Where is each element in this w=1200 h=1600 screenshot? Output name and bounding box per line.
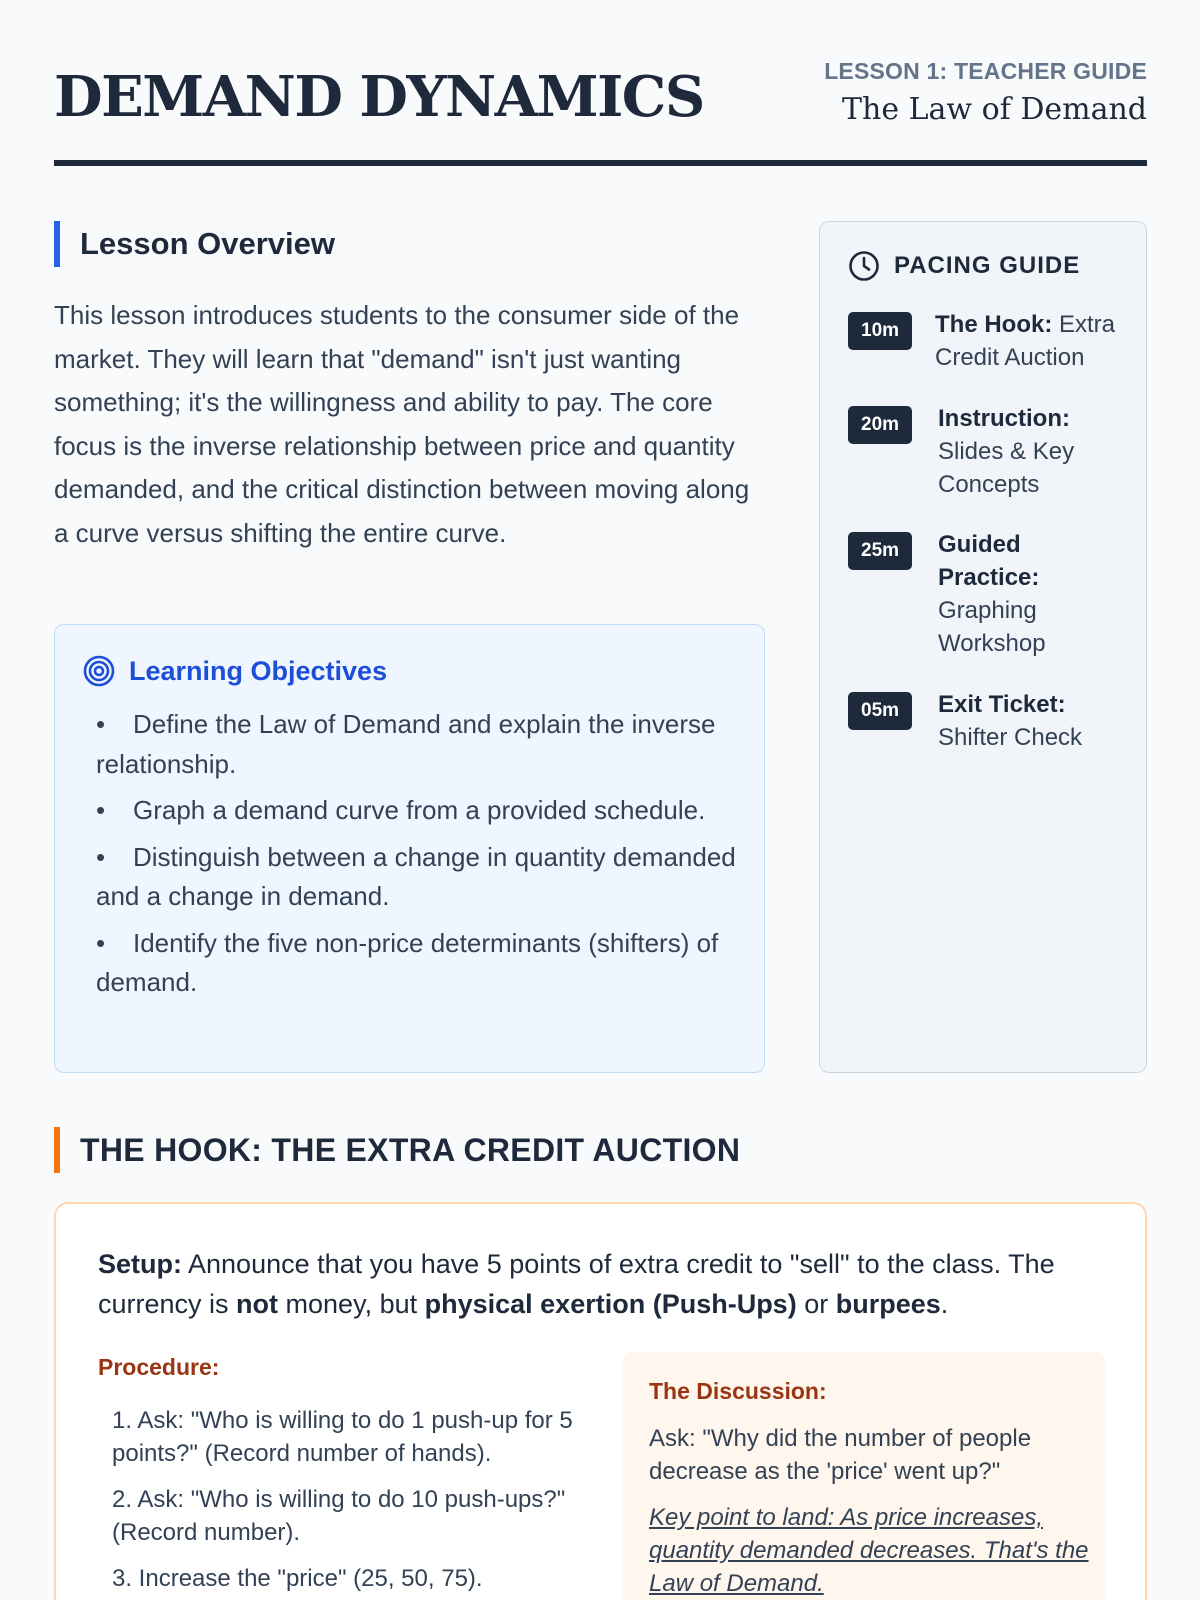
pacing-title-text: PACING GUIDE (894, 252, 1081, 279)
overview-heading: Lesson Overview (54, 221, 335, 267)
lesson-title: The Law of Demand (841, 92, 1147, 127)
brand-title: DEMAND DYNAMICS (54, 64, 704, 130)
discussion-key-point: Key point to land: As price increases, quantity demanded decreases. That's the Law of Demand. (649, 1504, 1089, 1597)
pacing-text: Instruction: Slides & Key Concepts (938, 405, 1075, 498)
list-item: 2. Ask: "Who is willing to do 10 push-ups?" (Record number). (112, 1486, 566, 1546)
target-icon (83, 655, 115, 687)
time-badge: 25m (848, 532, 912, 570)
objectives-title-text: Learning Objectives (129, 655, 388, 686)
time-badge: 05m (848, 692, 912, 730)
pacing-title (848, 250, 1080, 282)
pacing-text: The Hook: Extra Credit Auction (935, 311, 1116, 371)
teacher-guide-page (54, 0, 1147, 1600)
discussion-question: Ask: "Why did the number of people decrease as the 'price' went up?" (649, 1425, 1032, 1485)
overview-text: This lesson introduces students to the consumer side of the market. They will learn that "demand" isn't just wanting something; it's the willingness and ability to pay. The core focus is the inverse relationship between price and quantity demanded, and the critical distinction between moving along a curve versus shifting the entire curve. (54, 300, 750, 548)
pacing-text: Exit Ticket: Shifter Check (938, 691, 1083, 751)
procedure-label: Procedure: (98, 1354, 220, 1380)
pacing-guide-card (819, 221, 1147, 1073)
discussion-label: The Discussion: (649, 1378, 827, 1404)
pacing-text: Guided Practice: Graphing Workshop (938, 531, 1046, 657)
list-item: •Identify the five non-price determinants (shifters) of demand. (96, 924, 736, 1003)
list-item: 3. Increase the "price" (25, 50, 75). (112, 1565, 483, 1592)
time-badge: 20m (848, 406, 912, 444)
procedure-list (112, 1404, 582, 1600)
objectives-title (83, 655, 387, 687)
list-item: •Define the Law of Demand and explain the inverse relationship. (96, 705, 736, 784)
lesson-label: LESSON 1: TEACHER GUIDE (824, 58, 1147, 84)
hook-heading: THE HOOK: THE EXTRA CREDIT AUCTION (54, 1127, 740, 1173)
hook-card (54, 1202, 1147, 1600)
learning-objectives-card (54, 624, 765, 1073)
discussion-box (623, 1352, 1105, 1600)
list-item: •Graph a demand curve from a provided schedule. (96, 791, 736, 831)
time-badge: 10m (848, 312, 912, 350)
setup-text: Setup: Announce that you have 5 points of extra credit to "sell" to the class. The currency is not money, but physical exertion (Push-Ups) or burpees. (98, 1249, 1055, 1319)
objectives-list (96, 705, 736, 1010)
list-item: 1. Ask: "Who is willing to do 1 push-up for 5 points?" (Record number of hands). (112, 1407, 573, 1467)
page-header (54, 56, 1147, 166)
list-item: •Distinguish between a change in quantity demanded and a change in demand. (96, 838, 736, 917)
clock-icon (848, 250, 880, 282)
